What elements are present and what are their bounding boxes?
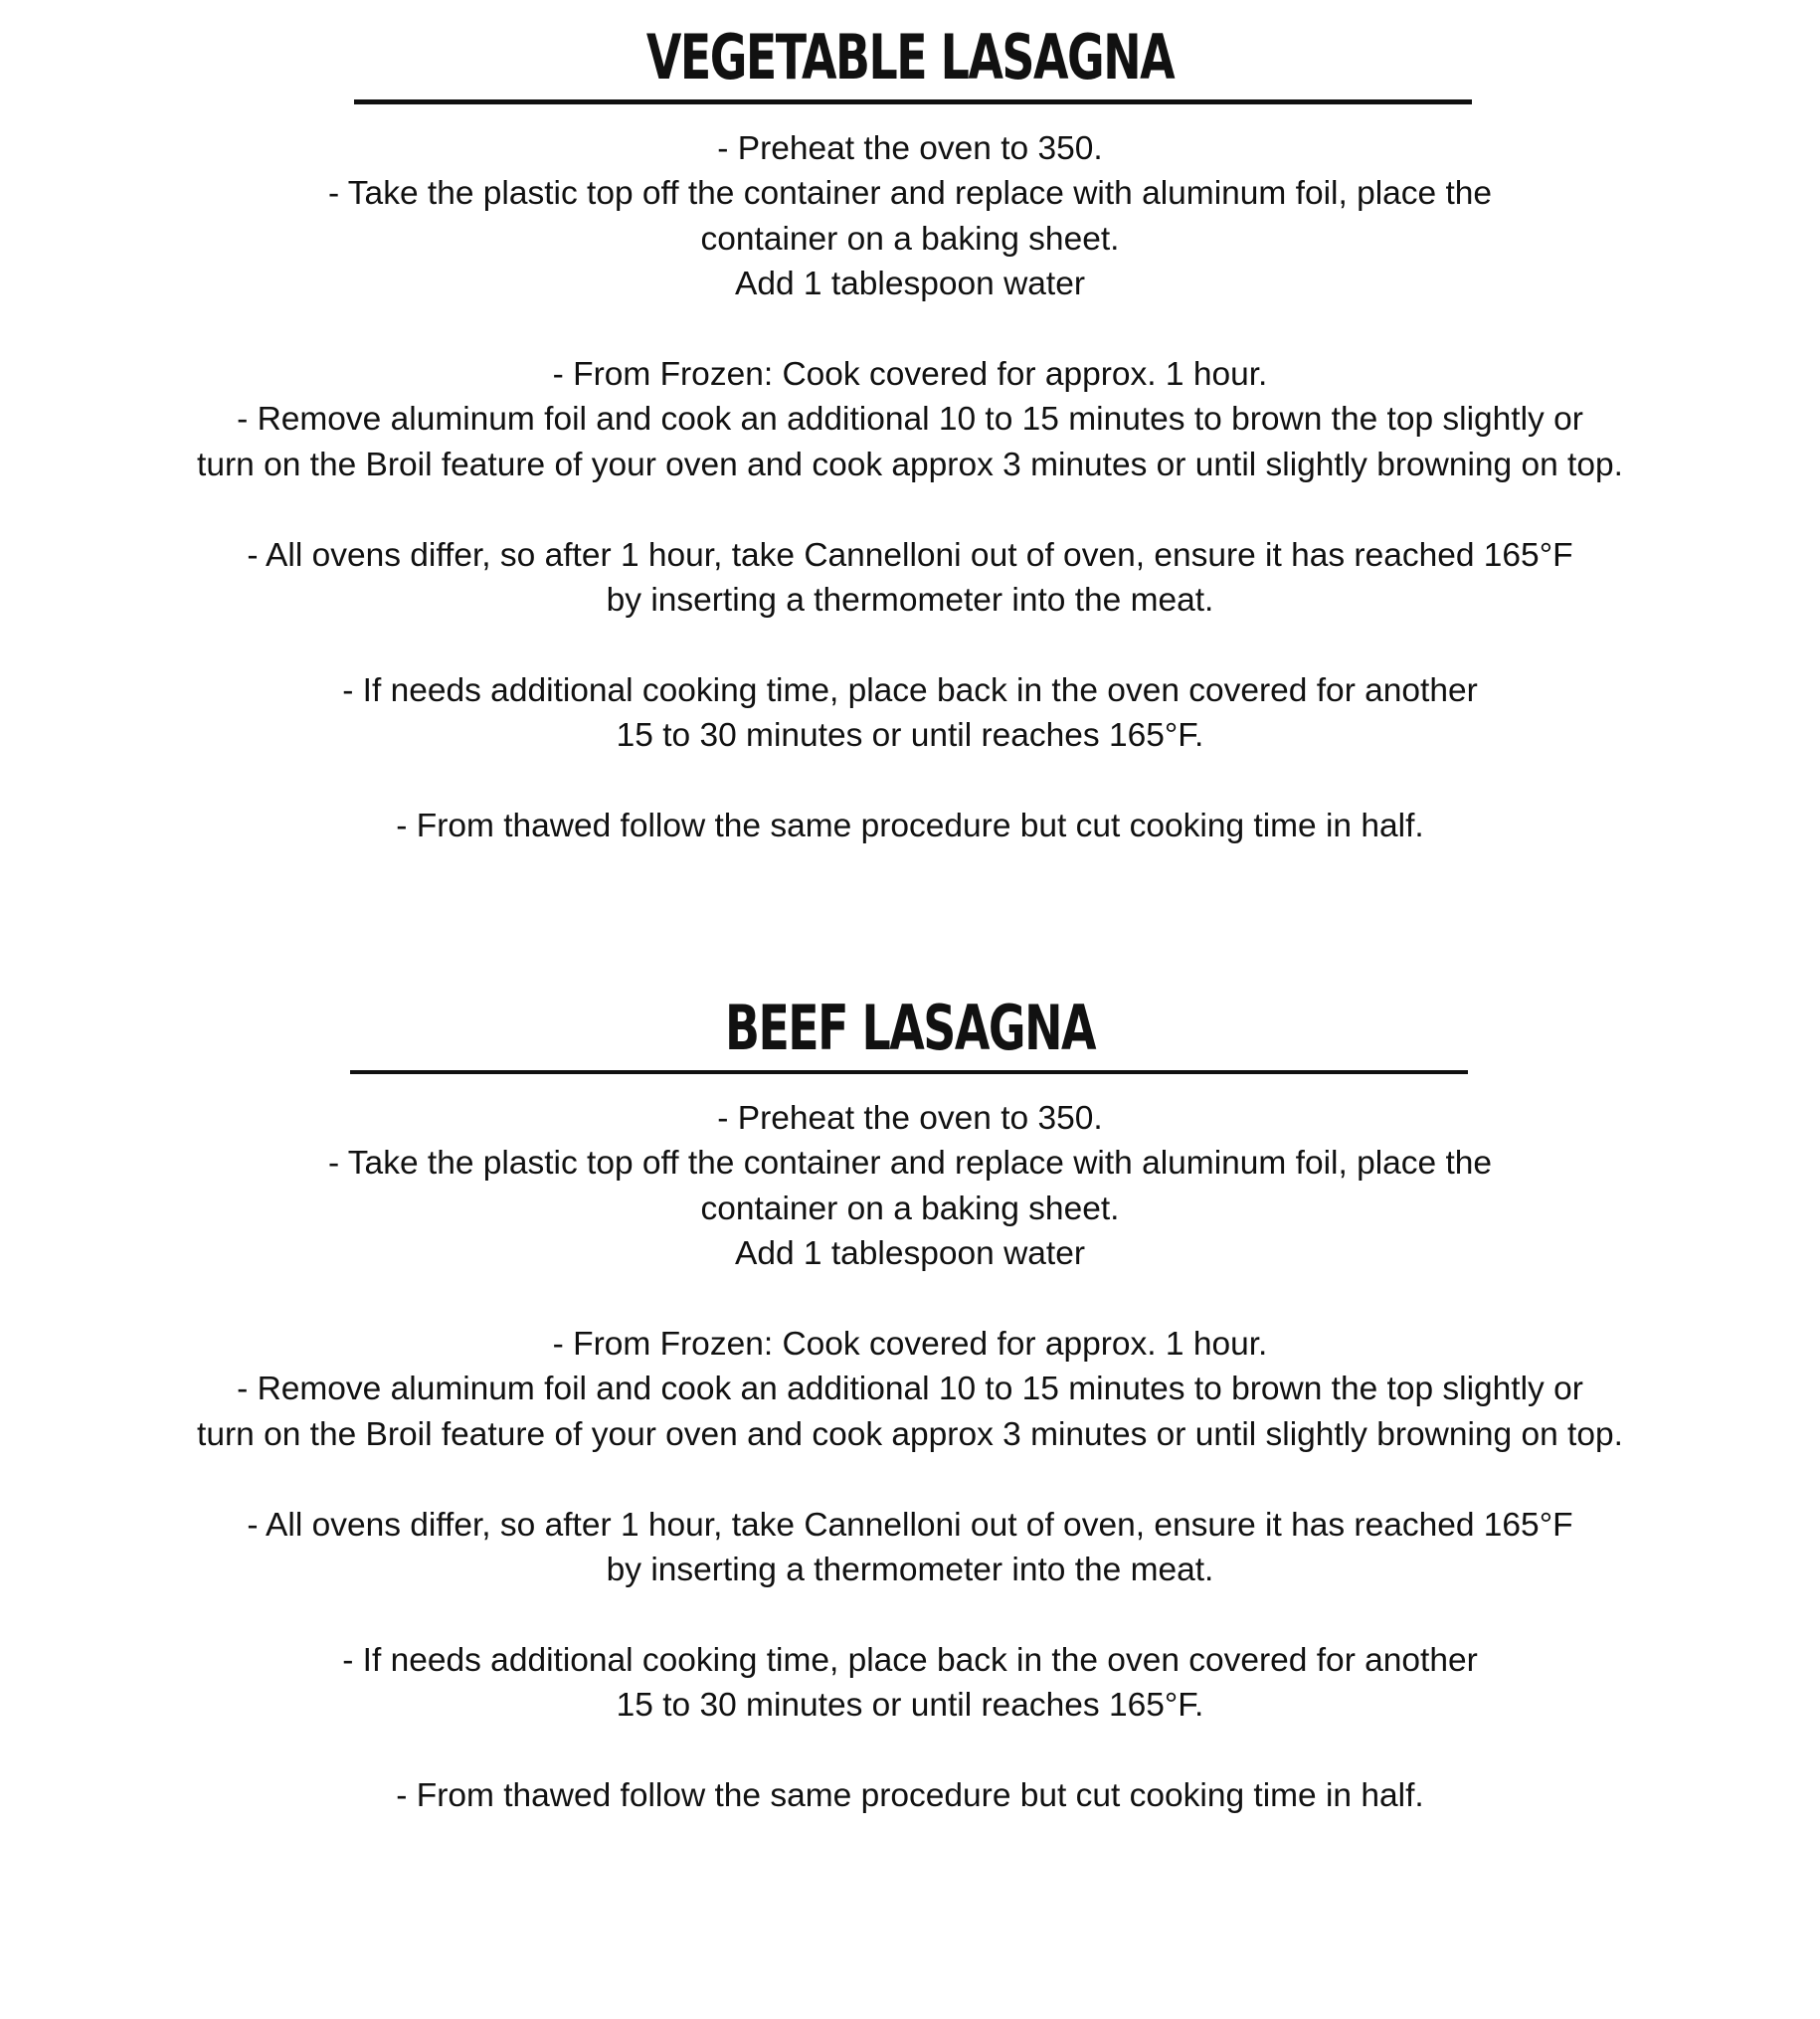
section-title: BEEF LASAGNA: [724, 992, 1096, 1064]
instruction-paragraph: [0, 804, 1820, 848]
instruction-line: - From thawed follow the same procedure but cut cooking time in half.: [396, 1777, 1424, 1815]
instruction-line: container on a baking sheet.: [700, 1190, 1120, 1227]
instruction-line: - Take the plastic top off the container and replace with aluminum foil, place the: [327, 1145, 1493, 1183]
instruction-paragraph: [0, 126, 1820, 307]
vegetable-lasagna-section: [0, 18, 1820, 848]
instruction-line: by inserting a thermometer into the meat.: [606, 1552, 1214, 1589]
instruction-paragraph: [0, 1638, 1820, 1729]
instruction-line: - All ovens differ, so after 1 hour, take Cannelloni out of oven, ensure it has reached 165°F: [247, 536, 1573, 574]
instruction-line: turn on the Broil feature of your oven and cook approx 3 minutes or until slightly browning on top.: [197, 446, 1623, 483]
instructions: [0, 1096, 1820, 1818]
instruction-line: 15 to 30 minutes or until reaches 165°F.: [616, 717, 1204, 755]
section-title: VEGETABLE LASAGNA: [645, 21, 1175, 93]
beef-lasagna-section: [0, 989, 1820, 1818]
instruction-paragraph: [0, 668, 1820, 759]
instruction-line: - Remove aluminum foil and cook an additional 10 to 15 minutes to brown the top slightly or: [237, 1371, 1583, 1408]
instruction-line: - Preheat the oven to 350.: [717, 1100, 1103, 1137]
instruction-paragraph: [0, 1503, 1820, 1593]
instruction-line: - If needs additional cooking time, place back in the oven covered for another: [342, 1641, 1478, 1679]
instruction-line: - All ovens differ, so after 1 hour, take Cannelloni out of oven, ensure it has reached 165°F: [247, 1506, 1573, 1544]
title-underline: [354, 99, 1472, 104]
instruction-paragraph: [0, 1322, 1820, 1457]
instruction-line: - Preheat the oven to 350.: [717, 130, 1103, 167]
instruction-line: - From thawed follow the same procedure but cut cooking time in half.: [396, 808, 1424, 845]
title-underline: [350, 1070, 1468, 1074]
instruction-line: - Take the plastic top off the container and replace with aluminum foil, place the: [327, 175, 1493, 213]
instruction-line: 15 to 30 minutes or until reaches 165°F.: [616, 1687, 1204, 1725]
instruction-paragraph: [0, 1773, 1820, 1818]
instruction-paragraph: [0, 352, 1820, 487]
instruction-line: turn on the Broil feature of your oven and cook approx 3 minutes or until slightly browning on top.: [197, 1415, 1623, 1453]
instruction-line: Add 1 tablespoon water: [735, 1235, 1085, 1273]
instruction-paragraph: [0, 533, 1820, 624]
instruction-line: - From Frozen: Cook covered for approx. 1 hour.: [552, 356, 1268, 394]
instruction-line: by inserting a thermometer into the meat.: [606, 582, 1214, 620]
instruction-line: container on a baking sheet.: [700, 220, 1120, 258]
instruction-line: - Remove aluminum foil and cook an additional 10 to 15 minutes to brown the top slightly or: [237, 401, 1583, 439]
instruction-line: - If needs additional cooking time, place back in the oven covered for another: [342, 671, 1478, 709]
instruction-line: Add 1 tablespoon water: [735, 266, 1085, 303]
instruction-paragraph: [0, 1096, 1820, 1277]
instructions: [0, 126, 1820, 848]
instruction-line: - From Frozen: Cook covered for approx. 1 hour.: [552, 1326, 1268, 1364]
